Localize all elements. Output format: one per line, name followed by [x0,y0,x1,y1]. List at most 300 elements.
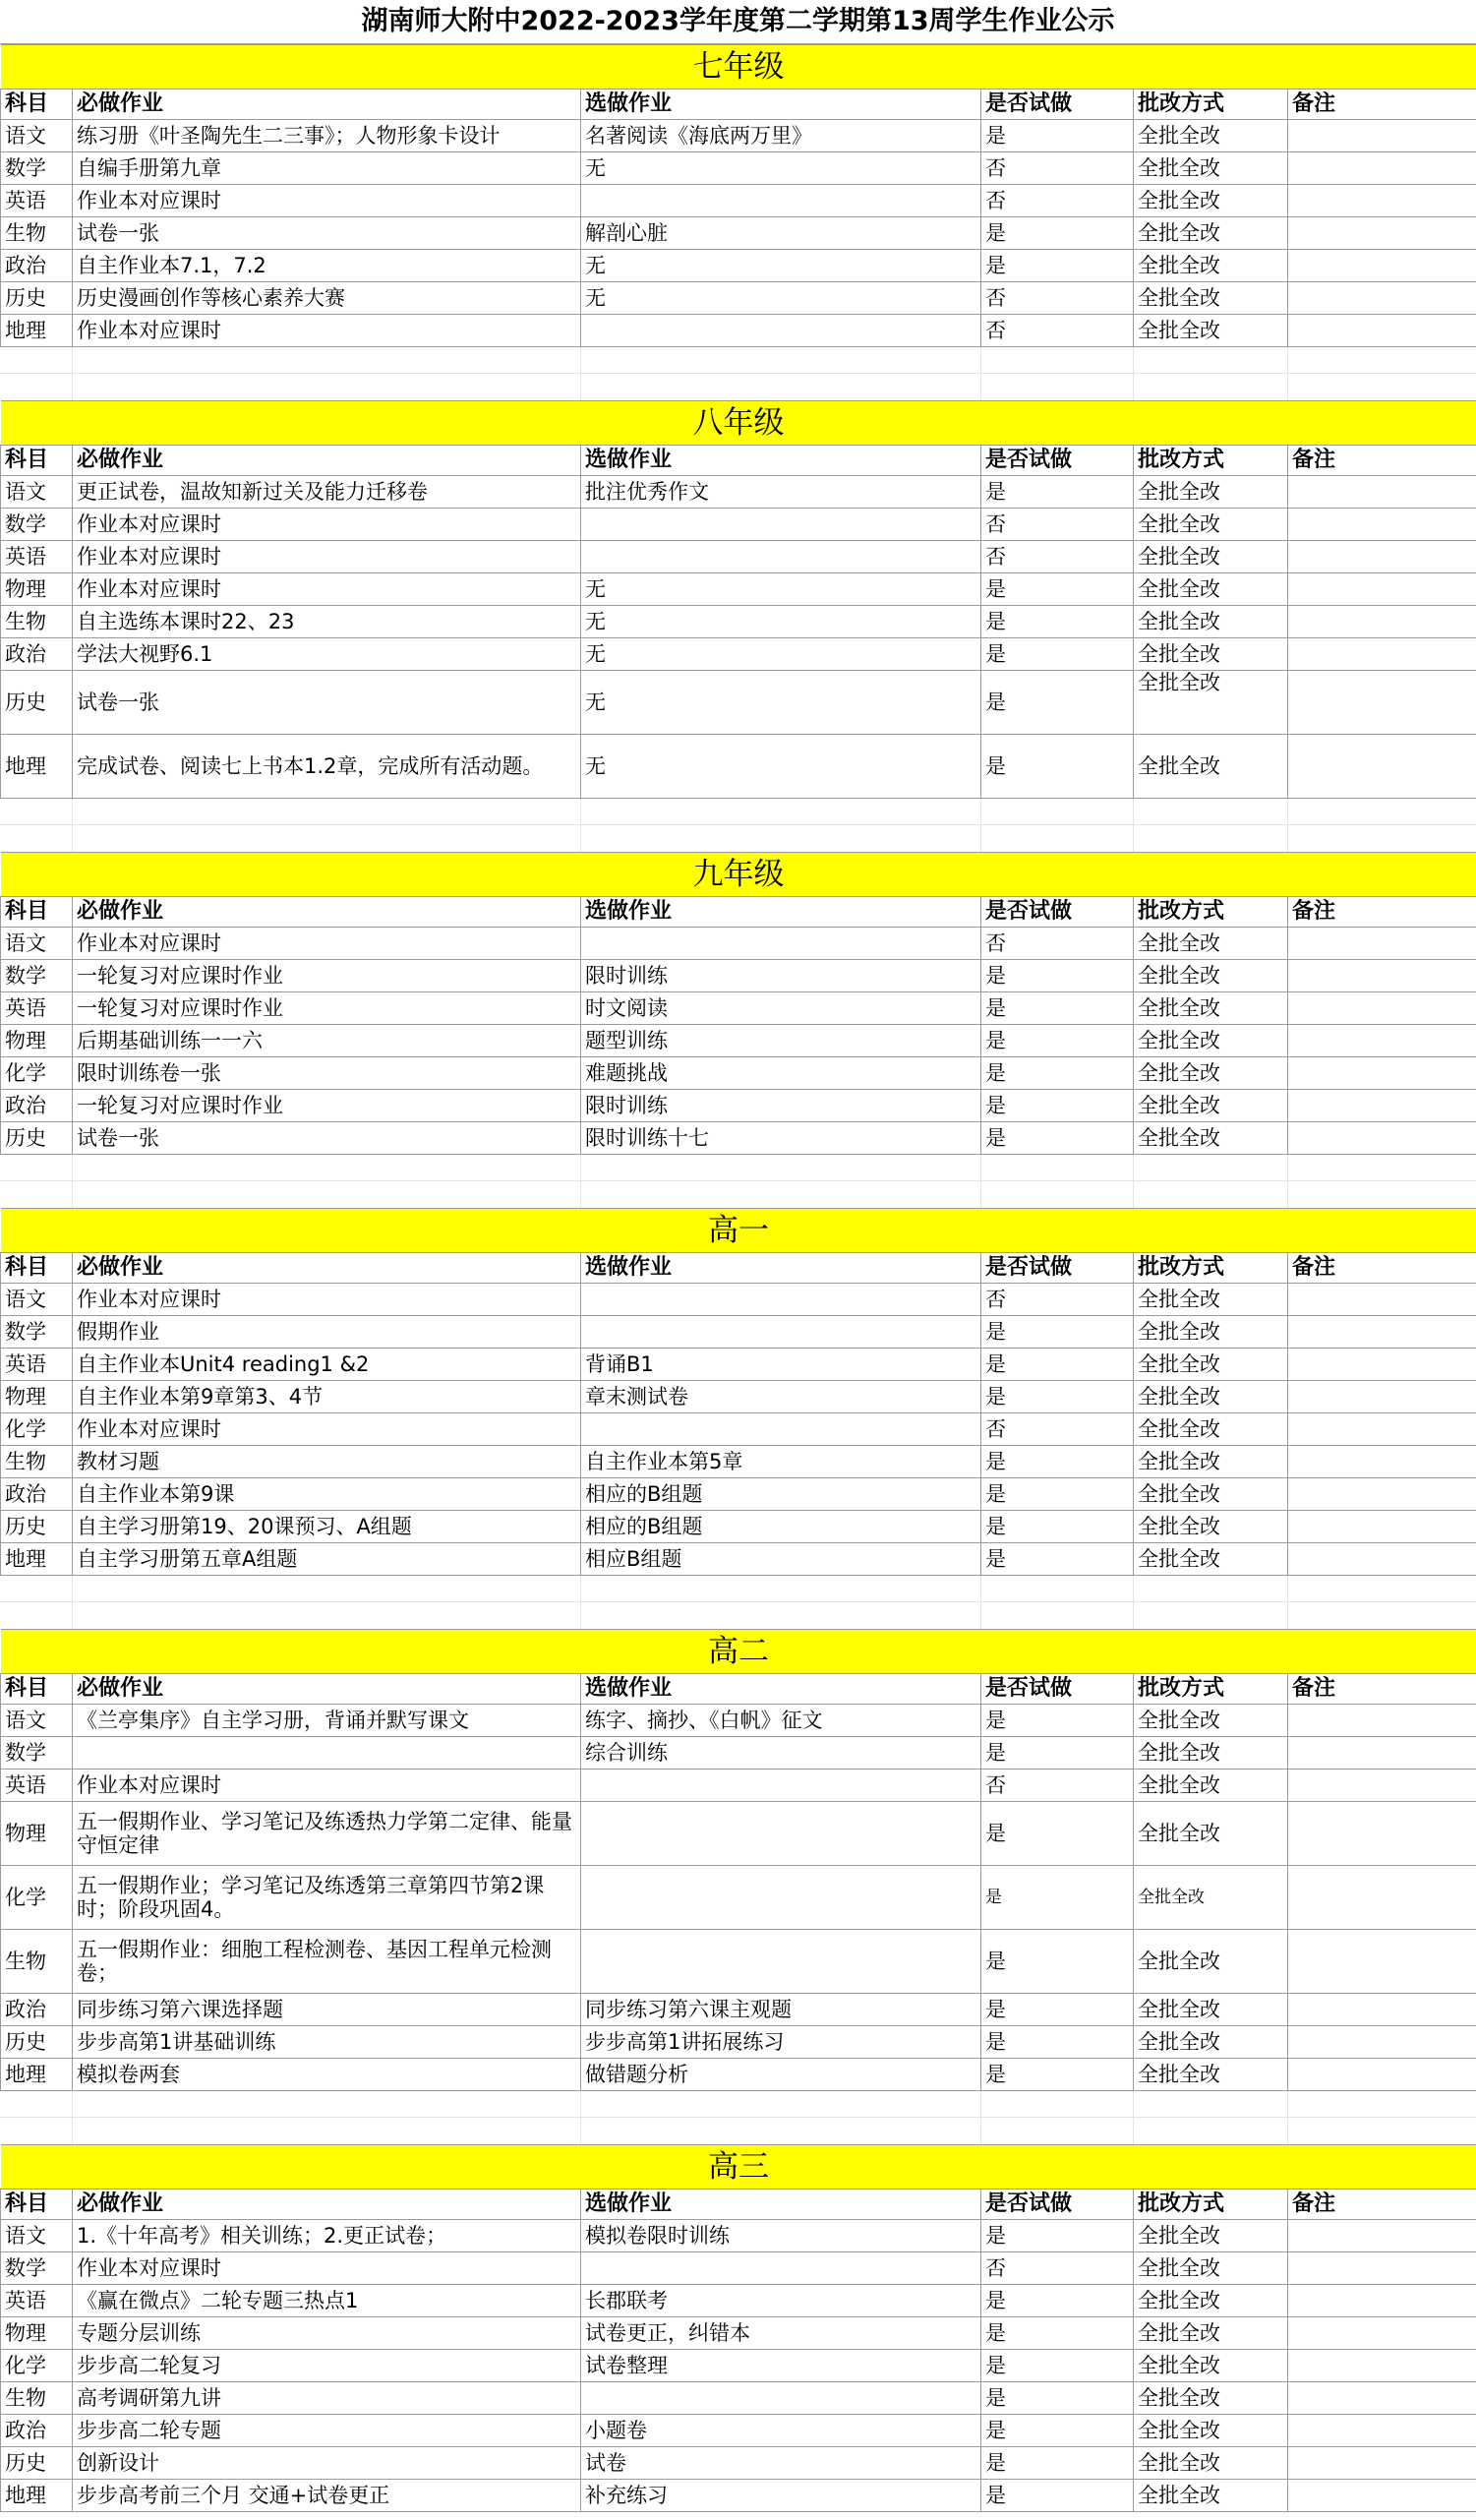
column-header-row [1,1253,1476,1284]
grading-cell: 全批全改 [1134,1994,1288,2026]
subject-cell: 生物 [1,2382,73,2415]
grade-name: 八年级 [1,401,1476,446]
table-row [1,2382,1476,2415]
note-cell [1288,1930,1476,1994]
grading-cell: 全批全改 [1134,1090,1288,1122]
subject-cell: 物理 [1,573,73,606]
required-homework-cell: 作业本对应课时 [73,2252,581,2285]
subject-cell: 语文 [1,928,73,960]
grading-cell: 全批全改 [1134,217,1288,250]
note-cell [1288,2415,1476,2447]
subject-cell: 语文 [1,120,73,152]
optional-homework-cell: 无 [581,152,981,185]
column-header: 选做作业 [581,90,981,120]
grading-cell: 全批全改 [1134,509,1288,541]
table-row [1,1705,1476,1737]
column-header: 批改方式 [1134,897,1288,928]
grading-cell: 全批全改 [1134,1705,1288,1737]
optional-homework-cell [581,1930,981,1994]
subject-cell: 英语 [1,1349,73,1381]
subject-cell: 生物 [1,1930,73,1994]
grading-cell: 全批全改 [1134,638,1288,671]
note-cell [1288,992,1476,1025]
required-homework-cell: 作业本对应课时 [73,315,581,347]
table-row [1,509,1476,541]
subject-cell: 物理 [1,1025,73,1057]
optional-homework-cell: 难题挑战 [581,1057,981,1090]
table-row [1,1057,1476,1090]
subject-cell: 历史 [1,2026,73,2059]
table-row [1,1737,1476,1770]
trial-cell: 是 [981,2480,1134,2512]
table-row [1,928,1476,960]
required-homework-cell: 自主学习册第19、20课预习、A组题 [73,1511,581,1543]
required-homework-cell: 自编手册第九章 [73,152,581,185]
grade-header-row [1,45,1476,90]
note-cell [1288,1349,1476,1381]
column-header: 选做作业 [581,897,981,928]
grading-cell: 全批全改 [1134,152,1288,185]
optional-homework-cell [581,315,981,347]
optional-homework-cell: 无 [581,735,981,799]
table-row [1,120,1476,152]
grading-cell: 全批全改 [1134,250,1288,282]
grading-cell: 全批全改 [1134,606,1288,638]
grade-sections [0,44,1476,2512]
trial-cell: 否 [981,185,1134,217]
grading-cell: 全批全改 [1134,120,1288,152]
grade-name: 九年级 [1,853,1476,897]
section-gap [0,2091,1476,2144]
optional-homework-cell: 练字、摘抄、《白帆》征文 [581,1705,981,1737]
column-header: 是否试做 [981,446,1134,476]
subject-cell: 语文 [1,476,73,509]
trial-cell: 是 [981,1090,1134,1122]
grading-cell: 全批全改 [1134,573,1288,606]
optional-homework-cell: 无 [581,671,981,735]
subject-cell: 政治 [1,2415,73,2447]
column-header: 是否试做 [981,2190,1134,2220]
trial-cell: 否 [981,928,1134,960]
note-cell [1288,1994,1476,2026]
grading-cell: 全批全改 [1134,282,1288,315]
trial-cell: 是 [981,671,1134,735]
trial-cell: 是 [981,2382,1134,2415]
required-homework-cell: 1.《十年高考》相关训练；2.更正试卷； [73,2220,581,2252]
table-row [1,671,1476,735]
optional-homework-cell: 综合训练 [581,1737,981,1770]
trial-cell: 否 [981,2252,1134,2285]
trial-cell: 是 [981,2285,1134,2317]
note-cell [1288,2059,1476,2091]
table-row [1,606,1476,638]
subject-cell: 化学 [1,2350,73,2382]
trial-cell: 是 [981,1446,1134,1478]
column-header: 科目 [1,1674,73,1705]
trial-cell: 是 [981,1994,1134,2026]
note-cell [1288,573,1476,606]
optional-homework-cell: 自主作业本第5章 [581,1446,981,1478]
subject-cell: 政治 [1,638,73,671]
page-title: 湖南师大附中2022-2023学年度第二学期第13周学生作业公示 [0,0,1476,44]
note-cell [1288,2382,1476,2415]
optional-homework-cell: 相应的B组题 [581,1478,981,1511]
trial-cell: 是 [981,573,1134,606]
required-homework-cell: 一轮复习对应课时作业 [73,960,581,992]
note-cell [1288,250,1476,282]
subject-cell: 英语 [1,992,73,1025]
table-row [1,2415,1476,2447]
optional-homework-cell: 限时训练十七 [581,1122,981,1155]
table-row [1,1316,1476,1349]
grading-cell: 全批全改 [1134,1446,1288,1478]
note-cell [1288,1090,1476,1122]
required-homework-cell: 创新设计 [73,2447,581,2480]
subject-cell: 历史 [1,1122,73,1155]
subject-cell: 化学 [1,1413,73,1446]
table-row [1,1446,1476,1478]
optional-homework-cell: 试卷更正，纠错本 [581,2317,981,2350]
table-row [1,2447,1476,2480]
subject-cell: 数学 [1,960,73,992]
note-cell [1288,1122,1476,1155]
table-row [1,638,1476,671]
column-header: 科目 [1,2190,73,2220]
optional-homework-cell: 补充练习 [581,2480,981,2512]
required-homework-cell: 《赢在微点》二轮专题三热点1 [73,2285,581,2317]
required-homework-cell: 限时训练卷一张 [73,1057,581,1090]
note-cell [1288,185,1476,217]
trial-cell: 是 [981,250,1134,282]
column-header: 科目 [1,446,73,476]
column-header: 备注 [1288,446,1476,476]
note-cell [1288,960,1476,992]
table-row [1,152,1476,185]
grade-name: 高一 [1,1209,1476,1253]
column-header: 必做作业 [73,446,581,476]
note-cell [1288,928,1476,960]
required-homework-cell [73,1737,581,1770]
required-homework-cell: 高考调研第九讲 [73,2382,581,2415]
grade-header-row [1,1630,1476,1674]
note-cell [1288,2350,1476,2382]
trial-cell: 否 [981,152,1134,185]
grading-cell: 全批全改 [1134,1543,1288,1576]
column-header: 是否试做 [981,897,1134,928]
subject-cell: 地理 [1,735,73,799]
grading-cell: 全批全改 [1134,1511,1288,1543]
grade-name: 高三 [1,2145,1476,2190]
grading-cell: 全批全改 [1134,315,1288,347]
grading-cell: 全批全改 [1134,928,1288,960]
column-header: 是否试做 [981,90,1134,120]
grading-cell: 全批全改 [1134,992,1288,1025]
trial-cell: 是 [981,2350,1134,2382]
trial-cell: 是 [981,1511,1134,1543]
optional-homework-cell: 相应的B组题 [581,1511,981,1543]
table-row [1,2480,1476,2512]
required-homework-cell: 步步高二轮专题 [73,2415,581,2447]
table-row [1,1284,1476,1316]
table-row [1,1543,1476,1576]
required-homework-cell: 作业本对应课时 [73,541,581,573]
optional-homework-cell: 无 [581,573,981,606]
trial-cell: 否 [981,315,1134,347]
note-cell [1288,606,1476,638]
table-row [1,1122,1476,1155]
column-header: 必做作业 [73,90,581,120]
grading-cell: 全批全改 [1134,541,1288,573]
subject-cell: 政治 [1,250,73,282]
required-homework-cell: 专题分层训练 [73,2317,581,2350]
table-row [1,1511,1476,1543]
required-homework-cell: 作业本对应课时 [73,1284,581,1316]
trial-cell: 否 [981,282,1134,315]
subject-cell: 化学 [1,1866,73,1930]
note-cell [1288,476,1476,509]
subject-cell: 政治 [1,1994,73,2026]
required-homework-cell: 自主学习册第五章A组题 [73,1543,581,1576]
table-row [1,573,1476,606]
note-cell [1288,1705,1476,1737]
grading-cell: 全批全改 [1134,1025,1288,1057]
subject-cell: 政治 [1,1090,73,1122]
trial-cell: 是 [981,1543,1134,1576]
required-homework-cell: 试卷一张 [73,217,581,250]
grading-cell: 全批全改 [1134,185,1288,217]
subject-cell: 数学 [1,509,73,541]
required-homework-cell: 作业本对应课时 [73,509,581,541]
trial-cell: 是 [981,735,1134,799]
subject-cell: 地理 [1,1543,73,1576]
column-header-row [1,897,1476,928]
table-row [1,2350,1476,2382]
grade-name: 高二 [1,1630,1476,1674]
column-header: 选做作业 [581,1674,981,1705]
column-header: 备注 [1288,90,1476,120]
table-row [1,735,1476,799]
optional-homework-cell [581,2382,981,2415]
subject-cell: 地理 [1,315,73,347]
grading-cell: 全批全改 [1134,2480,1288,2512]
optional-homework-cell [581,541,981,573]
subject-cell: 历史 [1,1511,73,1543]
subject-cell: 数学 [1,2252,73,2285]
table-row [1,1413,1476,1446]
table-row [1,1930,1476,1994]
table-row [1,1994,1476,2026]
optional-homework-cell [581,1316,981,1349]
note-cell [1288,152,1476,185]
grade-header-row [1,1209,1476,1253]
required-homework-cell: 《兰亭集序》自主学习册，背诵并默写课文 [73,1705,581,1737]
trial-cell: 是 [981,960,1134,992]
grading-cell: 全批全改 [1134,2252,1288,2285]
column-header: 科目 [1,1253,73,1284]
subject-cell: 历史 [1,282,73,315]
grading-cell: 全批全改 [1134,1802,1288,1866]
note-cell [1288,282,1476,315]
trial-cell: 否 [981,1284,1134,1316]
subject-cell: 英语 [1,1770,73,1802]
grading-cell: 全批全改 [1134,1413,1288,1446]
trial-cell: 是 [981,2059,1134,2091]
required-homework-cell: 试卷一张 [73,671,581,735]
column-header: 批改方式 [1134,1674,1288,1705]
column-header: 是否试做 [981,1674,1134,1705]
required-homework-cell: 一轮复习对应课时作业 [73,1090,581,1122]
column-header: 批改方式 [1134,446,1288,476]
subject-cell: 物理 [1,1802,73,1866]
column-header-row [1,90,1476,120]
subject-cell: 语文 [1,2220,73,2252]
optional-homework-cell [581,1770,981,1802]
required-homework-cell: 历史漫画创作等核心素养大赛 [73,282,581,315]
grading-cell: 全批全改 [1134,2059,1288,2091]
grading-cell: 全批全改 [1134,1284,1288,1316]
trial-cell: 是 [981,1866,1134,1930]
optional-homework-cell: 无 [581,250,981,282]
note-cell [1288,735,1476,799]
grading-cell: 全批全改 [1134,2026,1288,2059]
column-header: 选做作业 [581,446,981,476]
grading-cell: 全批全改 [1134,735,1288,799]
optional-homework-cell [581,185,981,217]
column-header: 科目 [1,90,73,120]
grade-header-row [1,853,1476,897]
note-cell [1288,509,1476,541]
table-row [1,960,1476,992]
table-row [1,282,1476,315]
note-cell [1288,1284,1476,1316]
column-header: 必做作业 [73,2190,581,2220]
grade-table [0,44,1476,347]
subject-cell: 英语 [1,2285,73,2317]
optional-homework-cell: 无 [581,606,981,638]
grading-cell: 全批全改 [1134,960,1288,992]
trial-cell: 是 [981,2026,1134,2059]
trial-cell: 是 [981,2317,1134,2350]
grade-name: 七年级 [1,45,1476,90]
grading-cell: 全批全改 [1134,1349,1288,1381]
required-homework-cell: 后期基础训练一一六 [73,1025,581,1057]
table-row [1,2220,1476,2252]
required-homework-cell: 作业本对应课时 [73,185,581,217]
optional-homework-cell: 章末测试卷 [581,1381,981,1413]
subject-cell: 生物 [1,1446,73,1478]
grading-cell: 全批全改 [1134,1057,1288,1090]
note-cell [1288,1316,1476,1349]
column-header: 批改方式 [1134,2190,1288,2220]
section-gap [0,1576,1476,1629]
optional-homework-cell: 同步练习第六课主观题 [581,1994,981,2026]
required-homework-cell: 练习册《叶圣陶先生二三事》；人物形象卡设计 [73,120,581,152]
trial-cell: 是 [981,476,1134,509]
subject-cell: 英语 [1,541,73,573]
table-row [1,315,1476,347]
column-header: 选做作业 [581,2190,981,2220]
grading-cell: 全批全改 [1134,1122,1288,1155]
trial-cell: 是 [981,1349,1134,1381]
table-row [1,541,1476,573]
subject-cell: 化学 [1,1057,73,1090]
subject-cell: 英语 [1,185,73,217]
column-header: 备注 [1288,1253,1476,1284]
optional-homework-cell: 限时训练 [581,960,981,992]
optional-homework-cell [581,928,981,960]
trial-cell: 是 [981,1057,1134,1090]
note-cell [1288,2220,1476,2252]
trial-cell: 是 [981,638,1134,671]
trial-cell: 是 [981,1802,1134,1866]
note-cell [1288,1478,1476,1511]
subject-cell: 物理 [1,1381,73,1413]
note-cell [1288,1866,1476,1930]
grade-table [0,400,1476,799]
note-cell [1288,1770,1476,1802]
column-header: 必做作业 [73,897,581,928]
column-header-row [1,1674,1476,1705]
required-homework-cell: 模拟卷两套 [73,2059,581,2091]
required-homework-cell: 步步高第1讲基础训练 [73,2026,581,2059]
column-header: 必做作业 [73,1674,581,1705]
required-homework-cell: 作业本对应课时 [73,1413,581,1446]
optional-homework-cell: 小题卷 [581,2415,981,2447]
note-cell [1288,2252,1476,2285]
table-row [1,2059,1476,2091]
table-row [1,1802,1476,1866]
subject-cell: 数学 [1,1316,73,1349]
note-cell [1288,2447,1476,2480]
column-header: 批改方式 [1134,90,1288,120]
table-row [1,1770,1476,1802]
section-gap [0,1155,1476,1208]
optional-homework-cell: 模拟卷限时训练 [581,2220,981,2252]
grading-cell: 全批全改 [1134,1316,1288,1349]
table-row [1,2317,1476,2350]
note-cell [1288,1446,1476,1478]
required-homework-cell: 五一假期作业；学习笔记及练透第三章第四节第2课时；阶段巩固4。 [73,1866,581,1930]
required-homework-cell: 作业本对应课时 [73,1770,581,1802]
optional-homework-cell [581,1866,981,1930]
trial-cell: 否 [981,1413,1134,1446]
grade-header-row [1,2145,1476,2190]
table-row [1,250,1476,282]
trial-cell: 否 [981,1770,1134,1802]
column-header: 备注 [1288,2190,1476,2220]
subject-cell: 物理 [1,2317,73,2350]
table-row [1,1349,1476,1381]
grading-cell: 全批全改 [1134,1770,1288,1802]
subject-cell: 数学 [1,152,73,185]
trial-cell: 否 [981,509,1134,541]
optional-homework-cell: 试卷 [581,2447,981,2480]
note-cell [1288,315,1476,347]
optional-homework-cell: 相应B组题 [581,1543,981,1576]
subject-cell: 生物 [1,606,73,638]
grading-cell: 全批全改 [1134,2415,1288,2447]
column-header-row [1,2190,1476,2220]
trial-cell: 是 [981,1705,1134,1737]
note-cell [1288,1413,1476,1446]
required-homework-cell: 试卷一张 [73,1122,581,1155]
required-homework-cell: 教材习题 [73,1446,581,1478]
grade-table [0,852,1476,1155]
table-row [1,1381,1476,1413]
optional-homework-cell: 无 [581,282,981,315]
required-homework-cell: 自主选练本课时22、23 [73,606,581,638]
column-header: 必做作业 [73,1253,581,1284]
